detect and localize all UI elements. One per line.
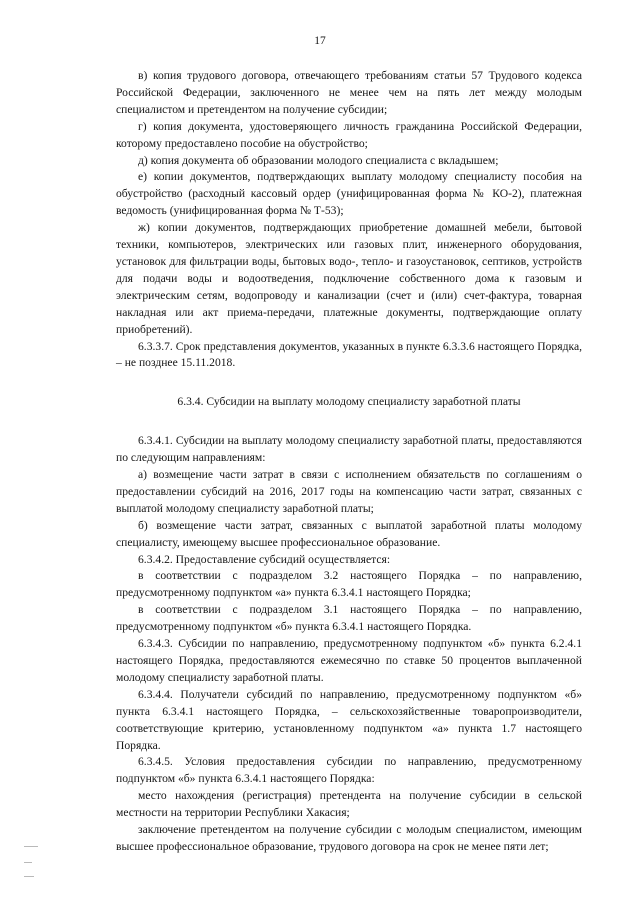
paragraph-6-3-4-1-a: а) возмещение части затрат в связи с исполнением обязательств по соглашениям о предоставлении субсидий на 2016, 2017 годы на компенсацию части затрат, связанных с выплатой молодому специалисту заработной платы; [116, 468, 582, 515]
scan-margin-mark [24, 846, 38, 847]
paragraph-6-3-4-4: 6.3.4.4. Получатели субсидий по направлению, предусмотренному подпунктом «б» пункта 6.3.4.1 настоящего Порядка, – сельскохозяйственные товаропроизводители, соответствующие критерию, установленному подпунктом «а» пункта 1.7 настоящего Порядка. [116, 687, 582, 752]
paragraph-g-identity-document: г) копия документа, удостоверяющего личность гражданина Российской Федерации, которому предоставлено пособие на обустройство; [116, 119, 582, 150]
page-number: 17 [314, 35, 326, 47]
paragraph-6-3-4-1: 6.3.4.1. Субсидии на выплату молодому специалисту заработной платы, предоставляются по следующим направлениям: [116, 434, 582, 465]
paragraph-v-employment-contract: в) копия трудового договора, отвечающего требованиям статьи 57 Трудового кодекса Российской Федерации, заключенного не менее чем на пять лет между молодым специалистом и претендентом на получение субсидии; [116, 69, 582, 116]
paragraph-6-3-4-2-subsection-3-2: в соответствии с подразделом 3.2 настоящего Порядка – по направлению, предусмотренному подпунктом «а» пункта 6.3.4.1 настоящего Порядка; [116, 569, 582, 600]
paragraph-d-education-document: д) копия документа об образовании молодого специалиста с вкладышем; [138, 153, 499, 167]
paragraph-6-3-4-1-b: б) возмещение части затрат, связанных с выплатой заработной платы молодому специалисту, имеющему высшее профессиональное образование. [116, 518, 582, 549]
paragraph-6-3-3-7-deadline: 6.3.3.7. Срок представления документов, указанных в пункте 6.3.3.6 настоящего Порядка, – не позднее 15.11.2018. [116, 339, 582, 370]
spacer [116, 411, 582, 433]
paragraph-zh-purchase-documents: ж) копии документов, подтверждающих приобретение домашней мебели, бытовой техники, компьютеров, электрических или газовых плит, инженерного оборудования, установок для фильтрации воды, бытовых водо-, тепло- и газоустановок, септиков, устройств для подачи воды и водоотведения, подключение собственного дома к газовым и электрическим сетям, водопроводу и канализации (счет и (или) счет-фактура, товарная накладная или акт приема-передачи, платежные документы, подтверждающие оплату приобретений). [116, 221, 582, 336]
paragraph-6-3-4-2: 6.3.4.2. Предоставление субсидий осуществляется: [138, 552, 391, 566]
paragraph-6-3-4-5: 6.3.4.5. Условия предоставления субсидии по направлению, предусмотренному подпунктом «б» пункта 6.3.4.1 настоящего Порядка: [116, 755, 582, 786]
document-body [116, 68, 582, 856]
paragraph-e-allowance-payment-documents: е) копии документов, подтверждающих выплату молодому специалисту пособия на обустройство (расходный кассовый ордер (унифицированная форма № КО-2), платежная ведомость (унифицированная форма № Т-53); [116, 170, 582, 218]
paragraph-6-3-4-2-subsection-3-1: в соответствии с подразделом 3.1 настоящего Порядка – по направлению, предусмотренному подпунктом «б» пункта 6.3.4.1 настоящего Порядка. [116, 603, 582, 634]
spacer [116, 372, 582, 394]
paragraph-location-condition: место нахождения (регистрация) претендента на получение субсидии в сельской местности на территории Республики Хакасия; [116, 789, 582, 820]
paragraph-contract-condition: заключение претендентом на получение субсидии с молодым специалистом, имеющим высшее профессиональное образование, трудового договора на срок не менее пяти лет; [116, 823, 582, 853]
section-heading-6-3-4: 6.3.4. Субсидии на выплату молодому специалисту заработной платы [177, 395, 521, 409]
scan-margin-mark [24, 862, 32, 863]
scan-margin-mark [24, 876, 34, 877]
paragraph-6-3-4-3: 6.3.4.3. Субсидии по направлению, предусмотренному подпунктом «б» пункта 6.2.4.1 настоящего Порядка, предоставляются ежемесячно по ставке 50 процентов выплаченной молодому специалисту заработной платы. [116, 637, 582, 684]
